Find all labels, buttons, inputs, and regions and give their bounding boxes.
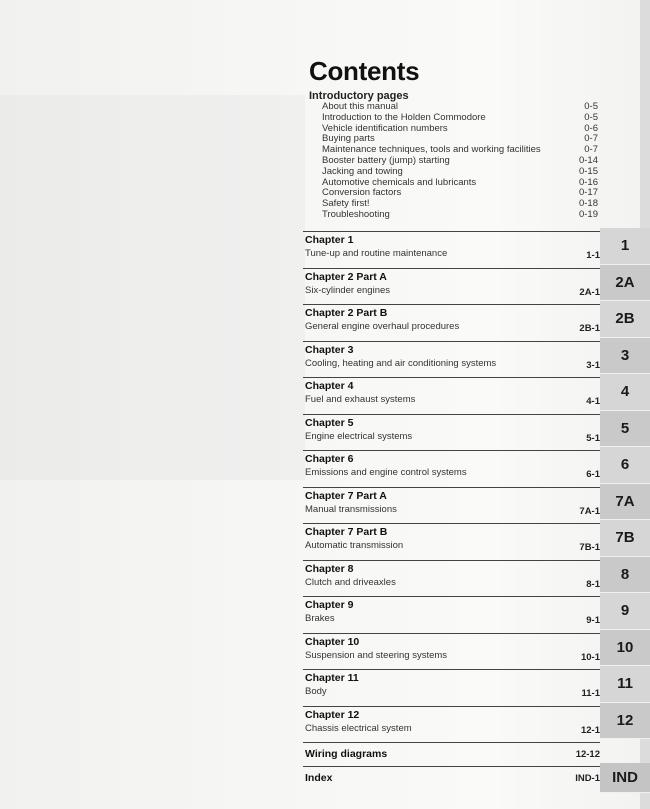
chapter-page: 6-1 — [586, 469, 600, 480]
thumb-tab[interactable]: 1 — [600, 228, 650, 265]
intro-item[interactable] — [322, 113, 598, 124]
chapter-title: Chapter 11 — [305, 672, 359, 684]
intro-item-page: 0-18 — [578, 198, 598, 210]
intro-item-label: About this manual — [322, 101, 399, 112]
chapter-description: Manual transmissions — [305, 503, 397, 515]
chapter-title: Chapter 7 Part B — [305, 526, 388, 538]
intro-item-label: Conversion factors — [322, 187, 402, 199]
chapter-title: Chapter 10 — [305, 635, 360, 648]
thumb-tab[interactable]: 8 — [600, 557, 650, 594]
thumb-tab[interactable]: 12 — [600, 703, 650, 740]
chapter-page: 12-1 — [580, 724, 600, 736]
chapter-title: Chapter 9 — [305, 599, 354, 611]
intro-item-label: Buying parts — [322, 133, 375, 145]
intro-item-page: 0-14 — [578, 154, 598, 166]
chapter-description: Clutch and driveaxles — [305, 576, 396, 588]
thumb-tab[interactable]: 6 — [600, 447, 650, 484]
thumb-tab-index[interactable]: IND — [600, 763, 650, 793]
intro-item-label: Jacking and towing — [322, 165, 403, 177]
intro-item-label: Automotive chemicals and lubricants — [322, 176, 477, 188]
intro-item-label: Booster battery (jump) starting — [322, 154, 450, 166]
chapter-description: General engine overhaul procedures — [305, 321, 460, 332]
intro-item-label: Maintenance techniques, tools and working facilities — [322, 144, 541, 156]
chapter-description: Engine electrical systems — [305, 430, 413, 442]
thumb-tab[interactable]: 4 — [600, 374, 650, 411]
thumb-tab[interactable]: 7A — [600, 484, 650, 521]
intro-item-label: Safety first! — [322, 198, 370, 210]
wiring-diagrams-entry-page: 12-12 — [575, 749, 600, 760]
chapter-entry[interactable] — [303, 633, 600, 670]
chapter-title: Chapter 7 Part A — [305, 489, 387, 502]
chapter-entry[interactable] — [303, 304, 600, 341]
intro-item[interactable] — [322, 210, 598, 221]
index-entry[interactable] — [303, 766, 600, 790]
chapter-entry[interactable] — [303, 341, 600, 378]
intro-item-page: 0-7 — [584, 133, 598, 145]
intro-item[interactable] — [322, 167, 598, 178]
chapter-title: Chapter 5 — [305, 416, 354, 429]
chapter-description: Cooling, heating and air conditioning systems — [305, 357, 497, 369]
chapter-page: 10-1 — [580, 651, 600, 663]
intro-heading: Introductory pages — [309, 90, 409, 102]
chapter-page: 2B-1 — [579, 323, 600, 334]
intro-item-page: 0-6 — [584, 122, 598, 134]
intro-item-page: 0-15 — [578, 165, 598, 177]
thumb-tab[interactable]: 2A — [600, 265, 650, 302]
chapter-description: Suspension and steering systems — [305, 649, 448, 661]
chapter-page: 5-1 — [586, 432, 600, 444]
chapter-entry[interactable] — [303, 487, 600, 524]
chapter-entry[interactable] — [303, 523, 600, 560]
intro-item-page: 0-17 — [578, 187, 598, 199]
intro-item-page: 0-5 — [584, 111, 598, 123]
chapter-entry[interactable] — [303, 231, 600, 268]
chapter-list — [303, 231, 600, 790]
intro-item-label: Troubleshooting — [322, 208, 390, 220]
chapter-title: Chapter 1 — [305, 234, 354, 246]
chapter-entry[interactable] — [303, 560, 600, 597]
chapter-description: Tune-up and routine maintenance — [305, 248, 448, 259]
chapter-entry[interactable] — [303, 450, 600, 487]
intro-item-page: 0-7 — [584, 144, 598, 156]
chapter-page: 4-1 — [586, 396, 600, 407]
intro-item-label: Introduction to the Holden Commodore — [322, 111, 486, 123]
intro-item-page: 0-5 — [584, 101, 598, 112]
chapter-title: Chapter 6 — [305, 453, 354, 465]
chapter-description: Fuel and exhaust systems — [305, 394, 416, 405]
chapter-title: Chapter 3 — [305, 343, 354, 356]
intro-list — [322, 102, 598, 221]
chapter-entry[interactable] — [303, 377, 600, 414]
chapter-entry[interactable] — [303, 706, 600, 743]
chapter-page: 2A-1 — [579, 286, 600, 298]
thumb-tab[interactable]: 3 — [600, 338, 650, 375]
chapter-entry[interactable] — [303, 669, 600, 706]
chapter-title: Chapter 2 Part A — [305, 270, 387, 283]
chapter-page: 7A-1 — [579, 505, 600, 517]
thumb-tab[interactable]: 5 — [600, 411, 650, 448]
chapter-entry[interactable] — [303, 268, 600, 305]
intro-item-page: 0-19 — [578, 208, 598, 220]
chapter-page: 1-1 — [586, 250, 600, 261]
chapter-description: Automatic transmission — [305, 540, 404, 551]
chapter-description: Six-cylinder engines — [305, 284, 391, 296]
chapter-title: Chapter 12 — [305, 708, 360, 721]
wiring-diagrams-entry[interactable] — [303, 742, 600, 766]
chapter-description: Body — [305, 686, 327, 697]
chapter-entry[interactable] — [303, 414, 600, 451]
intro-item-label: Vehicle identification numbers — [322, 122, 448, 134]
chapter-entry[interactable] — [303, 596, 600, 633]
chapter-title: Chapter 4 — [305, 380, 354, 392]
chapter-page: 9-1 — [586, 615, 600, 626]
chapter-description: Emissions and engine control systems — [305, 467, 467, 478]
page-title: Contents — [309, 56, 420, 86]
chapter-page: 8-1 — [586, 578, 600, 590]
thumb-tab[interactable]: 2B — [600, 301, 650, 338]
chapter-title: Chapter 8 — [305, 562, 354, 575]
chapter-page: 3-1 — [586, 359, 600, 371]
intro-item-page: 0-16 — [578, 176, 598, 188]
thumb-tab[interactable]: 9 — [600, 593, 650, 630]
thumb-tab[interactable]: 11 — [600, 666, 650, 703]
wiring-diagrams-entry-title: Wiring diagrams — [305, 748, 388, 760]
chapter-description: Chassis electrical system — [305, 722, 412, 734]
thumb-tab[interactable]: 7B — [600, 520, 650, 557]
chapter-title: Chapter 2 Part B — [305, 307, 388, 319]
index-entry-title: Index — [305, 772, 333, 784]
thumb-index-tabs — [600, 228, 650, 793]
chapter-description: Brakes — [305, 613, 335, 624]
chapter-page: 7B-1 — [579, 542, 600, 553]
chapter-page: 11-1 — [581, 688, 600, 699]
index-entry-page: IND-1 — [575, 773, 600, 784]
thumb-tab[interactable]: 10 — [600, 630, 650, 667]
faint-bleed-through — [0, 95, 305, 480]
